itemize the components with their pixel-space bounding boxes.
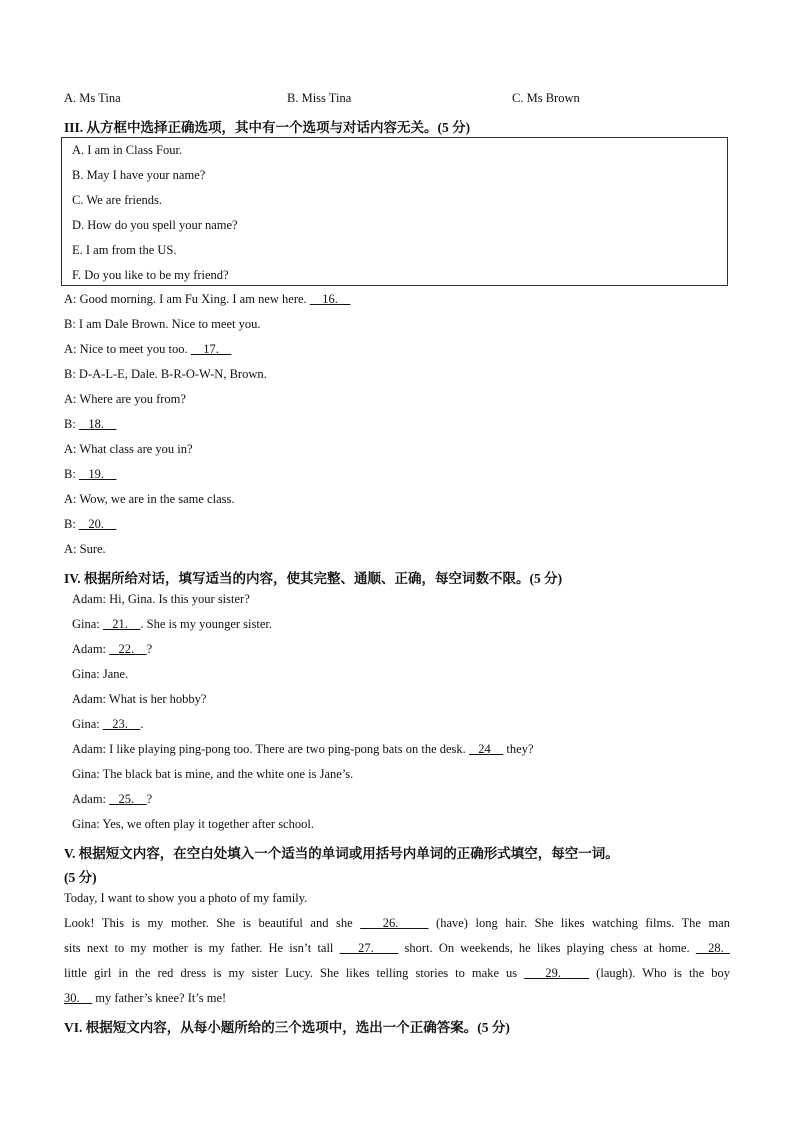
dialogue-line: B: 20.: [64, 517, 117, 531]
dialogue-line: Adam: 22. ?: [72, 642, 153, 656]
option-c: C. Ms Brown: [512, 91, 580, 105]
box-option: A. I am in Class Four.: [72, 143, 183, 157]
box-option: C. We are friends.: [72, 193, 163, 207]
box-option: F. Do you like to be my friend?: [72, 268, 229, 282]
dialogue-line: Gina: The black bat is mine, and the white one is Jane’s.: [72, 767, 354, 781]
passage-line: Today, I want to show you a photo of my family.: [64, 891, 308, 905]
dialogue-line: A: Good morning. I am Fu Xing. I am new here. 16.: [64, 292, 351, 306]
answer-blank-29[interactable]: 29.: [524, 966, 590, 980]
dialogue-line: B: I am Dale Brown. Nice to meet you.: [64, 317, 261, 331]
answer-blank-21[interactable]: 21.: [102, 617, 141, 631]
option-a: A. Ms Tina: [64, 91, 121, 105]
options-box: [61, 137, 728, 286]
section5-heading: V. 根据短文内容，在空白处填入一个适当的单词或用括号内单词的正确形式填空，每空一词。: [64, 846, 619, 861]
answer-blank-16[interactable]: 16.: [309, 292, 351, 306]
box-option: D. How do you spell your name?: [72, 218, 238, 232]
answer-blank-18[interactable]: 18.: [78, 417, 117, 431]
answer-blank-28[interactable]: 28.: [695, 941, 730, 955]
option-b: B. Miss Tina: [287, 91, 352, 105]
dialogue-line: Adam: Hi, Gina. Is this your sister?: [72, 592, 250, 606]
answer-blank-17[interactable]: 17.: [190, 342, 232, 356]
dialogue-line: A: What class are you in?: [64, 442, 193, 456]
answer-blank-27[interactable]: 27.: [339, 941, 399, 955]
dialogue-line: A: Nice to meet you too. 17.: [64, 342, 232, 356]
dialogue-line: A: Sure.: [64, 542, 106, 556]
box-option: B. May I have your name?: [72, 168, 206, 182]
answer-blank-24[interactable]: 24: [468, 742, 504, 756]
passage-line: sits next to my mother is my father. He isn’t tall 27. short. On weekends, he likes playing chess at home. 28.: [64, 941, 730, 955]
dialogue-line: B: D-A-L-E, Dale. B-R-O-W-N, Brown.: [64, 367, 267, 381]
passage-line: little girl in the red dress is my sister Lucy. She likes telling stories to make us 29. (laugh). Who is the boy: [64, 966, 731, 980]
answer-blank-30[interactable]: 30.: [64, 991, 93, 1005]
section3-heading: III. 从方框中选择正确选项，其中有一个选项与对话内容无关。(5 分): [64, 120, 471, 135]
answer-blank-22[interactable]: 22.: [109, 642, 147, 656]
answer-blank-25[interactable]: 25.: [109, 792, 147, 806]
dialogue-line: Gina: 21. . She is my younger sister.: [72, 617, 272, 631]
answer-blank-26[interactable]: 26.: [360, 916, 429, 930]
box-option: E. I am from the US.: [72, 243, 177, 257]
passage-line: Look! This is my mother. She is beautiful and she 26. (have) long hair. She likes watching films. The man: [64, 916, 730, 930]
answer-blank-20[interactable]: 20.: [78, 517, 117, 531]
dialogue-line: Gina: 23. .: [72, 717, 144, 731]
section4-heading: IV. 根据所给对话，填写适当的内容，使其完整、通顺、正确，每空词数不限。(5 分): [64, 571, 563, 586]
dialogue-line: A: Wow, we are in the same class.: [64, 492, 235, 506]
dialogue-line: Adam: 25. ?: [72, 792, 153, 806]
dialogue-line: B: 18.: [64, 417, 117, 431]
dialogue-line: A: Where are you from?: [64, 392, 186, 406]
answer-blank-19[interactable]: 19.: [78, 467, 117, 481]
section6-heading: VI. 根据短文内容，从每小题所给的三个选项中，选出一个正确答案。(5 分): [64, 1020, 510, 1035]
dialogue-line: Adam: I like playing ping-pong too. There are two ping-pong bats on the desk. 24 they?: [72, 742, 534, 756]
dialogue-line: Adam: What is her hobby?: [72, 692, 207, 706]
answer-blank-23[interactable]: 23.: [102, 717, 141, 731]
dialogue-line: B: 19.: [64, 467, 117, 481]
dialogue-line: Gina: Jane.: [72, 667, 129, 681]
section5-heading-score: (5 分): [64, 870, 97, 885]
passage-line: 30. my father’s knee? It’s me!: [64, 991, 227, 1005]
dialogue-line: Gina: Yes, we often play it together after school.: [72, 817, 314, 831]
